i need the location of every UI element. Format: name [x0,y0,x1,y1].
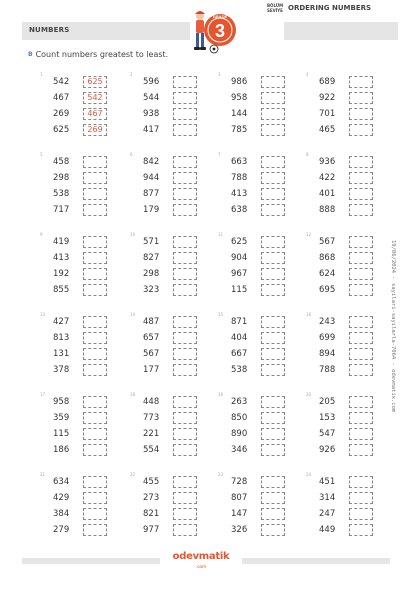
answer-value [173,412,197,424]
given-number: 314 [319,493,336,503]
problem-number: 19 [218,392,224,397]
problem-6 [118,152,198,222]
topic-title: ORDERING NUMBERS [288,4,372,12]
problem-12 [294,232,374,302]
answer-value [261,156,285,168]
answer-value [261,444,285,456]
problem-number: 5 [40,152,43,157]
answer-value [173,124,197,136]
answer-value [261,124,285,136]
problem-17 [28,392,108,462]
given-number: 487 [143,317,160,327]
answer-value [261,508,285,520]
answer-value [173,524,197,536]
answer-value [83,476,107,488]
problem-number: 10 [130,232,136,237]
given-number: 922 [319,93,336,103]
answer-value: 542 [87,93,103,102]
answer-value [349,172,373,184]
problem-2 [118,72,198,142]
answer-value [349,268,373,280]
given-number: 205 [319,397,336,407]
given-number: 448 [143,397,160,407]
answer-value [261,76,285,88]
problem-number: 21 [40,472,46,477]
answer-value [261,92,285,104]
problem-23 [206,472,286,542]
given-number: 269 [53,109,70,119]
answer-value [349,444,373,456]
problem-19 [206,392,286,462]
answer-value [173,332,197,344]
given-number: 657 [143,333,160,343]
answer-value [261,108,285,120]
problem-number: 15 [218,312,224,317]
answer-value [349,76,373,88]
problem-number: 22 [130,472,136,477]
problem-number: 20 [306,392,312,397]
given-number: 554 [143,445,160,455]
answer-value [173,316,197,328]
given-number: 413 [53,253,70,263]
given-number: 868 [319,253,336,263]
problem-number: 17 [40,392,46,397]
given-number: 596 [143,77,160,87]
problem-number: 6 [130,152,133,157]
answer-value [83,396,107,408]
given-number: 624 [319,269,336,279]
given-number: 243 [319,317,336,327]
given-number: 827 [143,253,160,263]
given-number: 958 [53,397,70,407]
given-number: 967 [231,269,248,279]
grade-word: GRADE [212,14,228,19]
given-number: 378 [53,365,70,375]
given-number: 567 [319,237,336,247]
given-number: 958 [231,93,248,103]
answer-value [349,396,373,408]
given-number: 413 [231,189,248,199]
given-number: 877 [143,189,160,199]
given-number: 538 [231,365,248,375]
answer-value [261,268,285,280]
given-number: 663 [231,157,248,167]
answer-value [349,428,373,440]
problem-21 [28,472,108,542]
answer-value [173,284,197,296]
answer-value [261,172,285,184]
given-number: 788 [319,365,336,375]
given-number: 458 [53,157,70,167]
answer-value [261,412,285,424]
problem-number: 23 [218,472,224,477]
problem-number: 24 [306,472,312,477]
answer-value [173,508,197,520]
given-number: 465 [319,125,336,135]
given-number: 273 [143,493,160,503]
answer-value [349,188,373,200]
instruction-text: Count numbers greatest to least. [35,50,169,59]
answer-value [173,204,197,216]
answer-value [349,412,373,424]
problem-number: 13 [40,312,46,317]
answer-value [173,396,197,408]
given-number: 192 [53,269,70,279]
answer-value [349,348,373,360]
given-number: 894 [319,349,336,359]
answer-value [173,108,197,120]
given-number: 346 [231,445,248,455]
problem-14 [118,312,198,382]
given-number: 247 [319,509,336,519]
answer-value [83,284,107,296]
answer-value [83,236,107,248]
given-number: 455 [143,477,160,487]
answer-value [261,428,285,440]
answer-value [83,492,107,504]
answer-value [261,316,285,328]
problem-number: 12 [306,232,312,237]
answer-value [349,492,373,504]
given-number: 417 [143,125,160,135]
answer-value: 625 [87,77,103,86]
given-number: 542 [53,77,70,87]
problem-8 [294,152,374,222]
given-number: 571 [143,237,160,247]
topic-tab [284,22,398,40]
given-number: 821 [143,509,160,519]
given-number: 813 [53,333,70,343]
given-number: 871 [231,317,248,327]
problem-24 [294,472,374,542]
answer-value [349,92,373,104]
given-number: 131 [53,349,70,359]
given-number: 850 [231,413,248,423]
given-number: 890 [231,429,248,439]
given-number: 888 [319,205,336,215]
problem-13 [28,312,108,382]
level-label: BÖLÜM SEVİYE [267,3,284,13]
given-number: 221 [143,429,160,439]
problem-4 [294,72,374,142]
given-number: 625 [53,125,70,135]
given-number: 401 [319,189,336,199]
problem-number: 18 [130,392,136,397]
given-number: 115 [53,429,70,439]
given-number: 938 [143,109,160,119]
answer-value: 467 [87,109,103,118]
answer-value [261,252,285,264]
problem-10 [118,232,198,302]
side-watermark [390,240,404,440]
given-number: 717 [53,205,70,215]
given-number: 625 [231,237,248,247]
answer-value [83,204,107,216]
given-number: 279 [53,525,70,535]
answer-value [173,252,197,264]
answer-value: 269 [87,125,103,134]
answer-value [83,412,107,424]
given-number: 153 [319,413,336,423]
problem-20 [294,392,374,462]
given-number: 451 [319,477,336,487]
answer-value [173,428,197,440]
given-number: 689 [319,77,336,87]
answer-value [261,188,285,200]
given-number: 842 [143,157,160,167]
grade-badge-icon [184,2,244,62]
given-number: 359 [53,413,70,423]
logo-subtext: .com [196,565,206,570]
problem-number: 9 [40,232,43,237]
given-number: 695 [319,285,336,295]
answer-value [83,444,107,456]
answer-value [83,252,107,264]
answer-value [261,284,285,296]
answer-value [349,476,373,488]
given-number: 298 [53,173,70,183]
given-number: 429 [53,493,70,503]
answer-value [83,524,107,536]
given-number: 701 [319,109,336,119]
answer-value [83,364,107,376]
problem-7 [206,152,286,222]
problem-number: 3 [218,72,221,77]
answer-value [349,204,373,216]
given-number: 807 [231,493,248,503]
given-number: 263 [231,397,248,407]
given-number: 926 [319,445,336,455]
answer-value [83,268,107,280]
answer-value [261,332,285,344]
answer-value [173,236,197,248]
given-number: 538 [53,189,70,199]
problem-5 [28,152,108,222]
problem-22 [118,472,198,542]
given-number: 986 [231,77,248,87]
problem-number: 11 [218,232,224,237]
given-number: 186 [53,445,70,455]
answer-value [261,364,285,376]
problem-18 [118,392,198,462]
given-number: 404 [231,333,248,343]
given-number: 323 [143,285,160,295]
answer-value [261,476,285,488]
given-number: 638 [231,205,248,215]
given-number: 115 [231,285,248,295]
answer-value [173,92,197,104]
given-number: 547 [319,429,336,439]
answer-value [349,316,373,328]
answer-value [349,508,373,520]
answer-value [261,204,285,216]
answer-value [83,428,107,440]
answer-value [261,236,285,248]
answer-value [173,364,197,376]
instruction [28,50,168,59]
answer-value [83,348,107,360]
answer-value [83,156,107,168]
answer-value [173,492,197,504]
answer-value [173,172,197,184]
problem-16 [294,312,374,382]
answer-value [83,316,107,328]
section-tab [22,22,190,40]
problem-number: 7 [218,152,221,157]
answer-value [83,508,107,520]
answer-value [349,284,373,296]
answer-value [349,332,373,344]
problem-15 [206,312,286,382]
problem-number: 14 [130,312,136,317]
answer-value [83,172,107,184]
given-number: 326 [231,525,248,535]
answer-value [349,108,373,120]
given-number: 144 [231,109,248,119]
section-title: NUMBERS [29,26,70,34]
instruction-marker: B [28,51,33,58]
problem-number: 4 [306,72,309,77]
answer-value [349,364,373,376]
given-number: 449 [319,525,336,535]
grade-number: 3 [214,21,226,41]
given-number: 634 [53,477,70,487]
answer-value [261,348,285,360]
given-number: 773 [143,413,160,423]
answer-value [261,524,285,536]
footer-logo [160,551,242,570]
given-number: 427 [53,317,70,327]
answer-value [261,492,285,504]
answer-value [173,76,197,88]
given-number: 977 [143,525,160,535]
problem-number: 2 [130,72,133,77]
answer-value [349,252,373,264]
answer-value [349,124,373,136]
answer-value [349,236,373,248]
answer-value [349,156,373,168]
answer-value [173,444,197,456]
given-number: 944 [143,173,160,183]
given-number: 544 [143,93,160,103]
given-number: 728 [231,477,248,487]
given-number: 422 [319,173,336,183]
problem-11 [206,232,286,302]
given-number: 567 [143,349,160,359]
given-number: 179 [143,205,160,215]
answer-value [173,156,197,168]
given-number: 298 [143,269,160,279]
given-number: 467 [53,93,70,103]
problem-number: 8 [306,152,309,157]
given-number: 177 [143,365,160,375]
answer-value [173,476,197,488]
given-number: 788 [231,173,248,183]
side-watermark-text: 19/06/2024 - sayilari-sayilarla-7064 - odevmatix.com [390,240,396,413]
problem-3 [206,72,286,142]
answer-value [83,188,107,200]
given-number: 699 [319,333,336,343]
given-number: 785 [231,125,248,135]
given-number: 667 [231,349,248,359]
given-number: 936 [319,157,336,167]
given-number: 384 [53,509,70,519]
logo-text: odevmatik [172,551,230,562]
given-number: 419 [53,237,70,247]
given-number: 855 [53,285,70,295]
problem-1 [28,72,108,142]
answer-value [173,188,197,200]
problem-number: 1 [40,72,43,77]
answer-value [83,332,107,344]
given-number: 904 [231,253,248,263]
answer-value [173,268,197,280]
problem-number: 16 [306,312,312,317]
answer-value [349,524,373,536]
answer-value [261,396,285,408]
problem-9 [28,232,108,302]
answer-value [173,348,197,360]
given-number: 147 [231,509,248,519]
